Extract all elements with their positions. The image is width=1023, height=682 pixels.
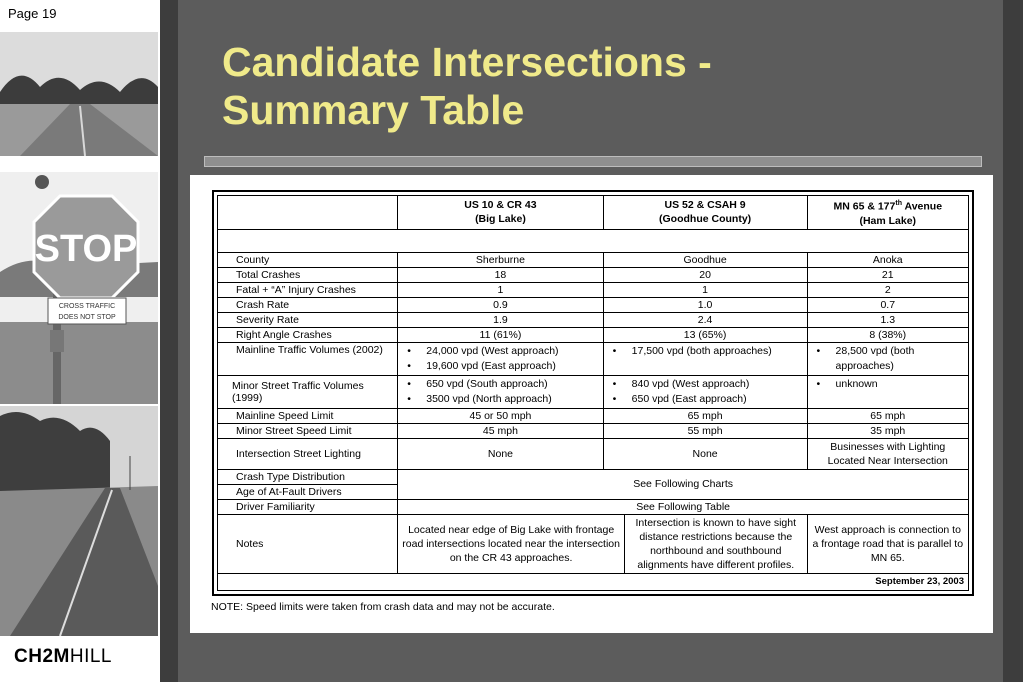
road-photo-2-image	[0, 406, 158, 636]
road-photo-2	[0, 406, 158, 636]
spacer-row	[218, 229, 969, 252]
stop-sign-text: STOP	[34, 228, 138, 270]
title-line-2: Summary Table	[222, 87, 525, 133]
left-dark-strip	[160, 0, 178, 682]
table-row: Mainline Traffic Volumes (2002) • 24,000 vpd (West approach) • 19,600 vpd (East approach) • 17,500 vpd (both approaches) • 28,500 vpd (both approaches)	[218, 342, 969, 375]
date-row	[218, 573, 969, 590]
header-row	[218, 196, 969, 230]
right-dark-strip	[1003, 0, 1023, 682]
road-photo-1	[0, 32, 158, 156]
table-row: Fatal + “A” Injury Crashes 1 1 2	[218, 282, 969, 297]
title-divider	[204, 156, 982, 167]
title-line-1: Candidate Intersections -	[222, 39, 712, 85]
sidebar	[0, 0, 160, 682]
logo-light: HILL	[69, 646, 112, 667]
logo-bold: CH2M	[14, 646, 70, 667]
page-number: Page 19	[8, 6, 57, 21]
header-us10: US 10 & CR 43 (Big Lake)	[398, 196, 603, 230]
table-row: Right Angle Crashes 11 (61%) 13 (65%) 8 (38%)	[218, 327, 969, 342]
stop-sign-photo-image	[0, 172, 158, 404]
cross-traffic-line2: DOES NOT STOP	[58, 314, 116, 321]
table-row: Driver Familiarity See Following Table	[218, 499, 969, 514]
table-card	[190, 175, 993, 633]
cross-traffic-line1: CROSS TRAFFIC	[58, 303, 116, 310]
table-row: Minor Street Traffic Volumes (1999) • 650 vpd (South approach) • 3500 vpd (North approach) • 840 vpd (West approach) • 650 vpd (East approach) • unknown	[218, 375, 969, 408]
ch2mhill-logo	[14, 646, 112, 668]
table-row: Crash Type Distribution See Following Charts	[218, 469, 969, 484]
header-us52: US 52 & CSAH 9 (Goodhue County)	[603, 196, 807, 230]
table-date: September 23, 2003	[218, 573, 969, 590]
table-row: Notes Located near edge of Big Lake with frontage road intersections located near the intersection on the CR 43 approaches. Intersection is known to have sight distance restrictions because the northbound and southbound alignments have different profiles. West approach is connection to a frontage road that is parallel to MN 65.	[218, 514, 969, 573]
summary-table	[217, 195, 969, 591]
road-photo-1-image	[0, 32, 158, 156]
slide-title	[222, 38, 712, 134]
table-row: Severity Rate 1.9 2.4 1.3	[218, 312, 969, 327]
summary-table-frame	[212, 190, 974, 596]
table-row: Intersection Street Lighting None None Businesses with Lighting Located Near Intersection	[218, 438, 969, 469]
speed-limit-note: NOTE: Speed limits were taken from crash data and may not be accurate.	[211, 601, 555, 613]
header-mn65: MN 65 & 177th Avenue (Ham Lake)	[807, 196, 968, 230]
table-row: Age of At-Fault Drivers	[218, 484, 969, 499]
header-empty	[218, 196, 398, 230]
table-row: Crash Rate 0.9 1.0 0.7	[218, 297, 969, 312]
stop-sign-photo	[0, 172, 158, 404]
table-row: Mainline Speed Limit 45 or 50 mph 65 mph 65 mph	[218, 408, 969, 423]
table-row: Minor Street Speed Limit 45 mph 55 mph 35 mph	[218, 423, 969, 438]
table-row: Total Crashes 18 20 21	[218, 267, 969, 282]
table-row: County Sherburne Goodhue Anoka	[218, 252, 969, 267]
